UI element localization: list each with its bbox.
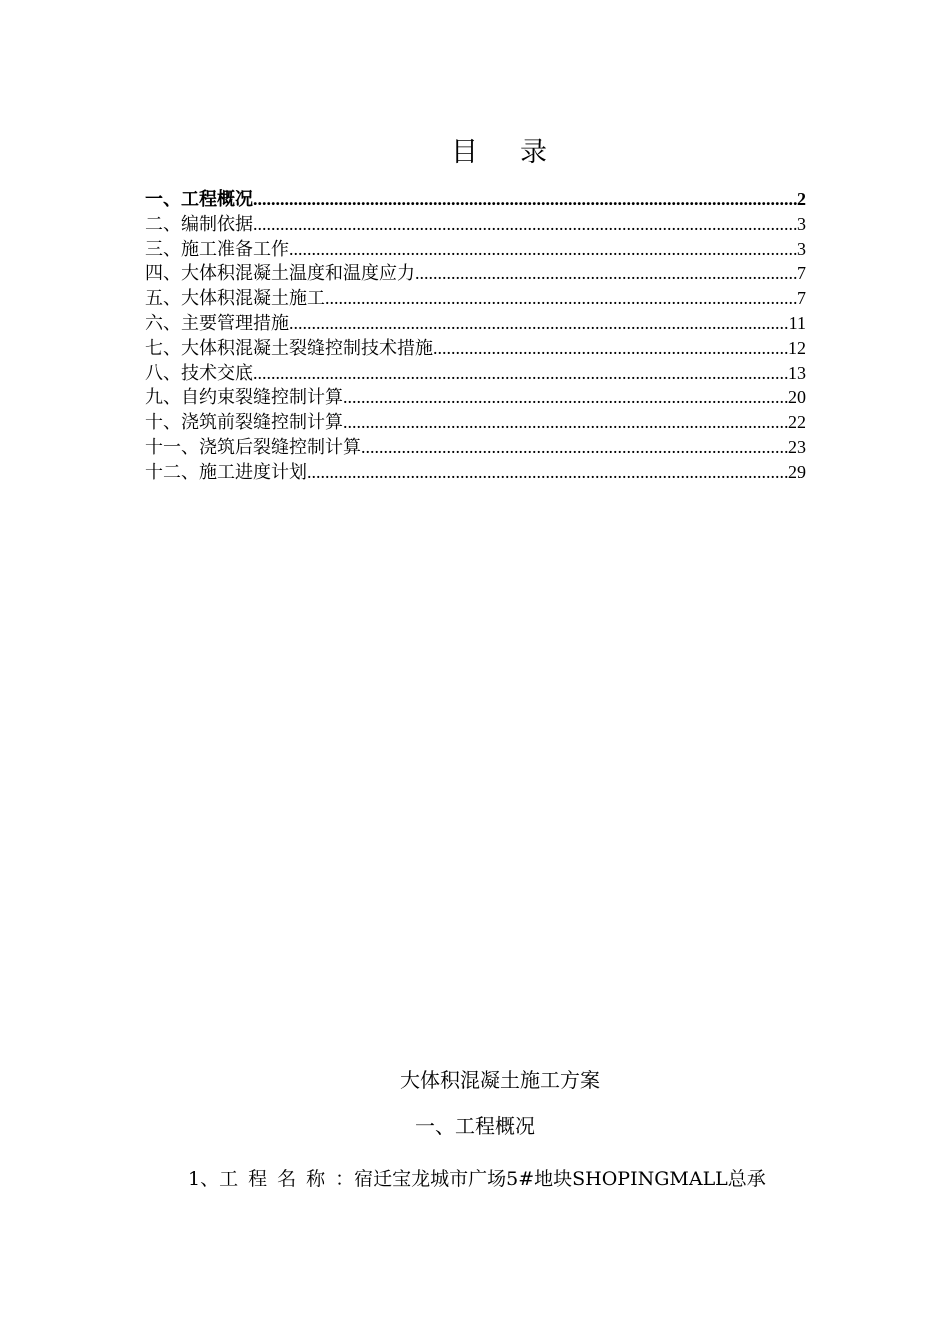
- toc-entry-label: 一、工程概况: [145, 189, 253, 210]
- toc-entry[interactable]: [145, 361, 806, 386]
- toc-leader-dots: [307, 460, 788, 485]
- toc-entry-page: 29: [788, 461, 806, 482]
- toc-leader-dots: [343, 385, 788, 410]
- toc-leader-dots: [325, 286, 797, 311]
- project-name-colon: ：: [335, 1168, 355, 1190]
- toc-title-left: 目: [451, 137, 480, 168]
- project-name-label: 工程名称: [219, 1168, 336, 1190]
- section-heading: 一、工程概况: [415, 1114, 535, 1138]
- project-name-line: [188, 1164, 766, 1191]
- document-title: 大体积混凝土施工方案: [400, 1068, 600, 1092]
- toc-leader-dots: [253, 361, 788, 386]
- toc-leader-dots: [289, 237, 797, 262]
- toc-entry-page: 7: [797, 263, 806, 284]
- toc-leader-dots: [253, 212, 797, 237]
- toc-entry[interactable]: [145, 336, 806, 361]
- toc-entry-page: 7: [797, 288, 806, 309]
- toc-entry-label: 九、自约束裂缝控制计算: [145, 387, 343, 409]
- toc-entry-label: 十、浇筑前裂缝控制计算: [145, 412, 343, 434]
- toc-leader-dots: [253, 187, 797, 212]
- toc-entry-page: 12: [788, 337, 806, 358]
- toc-entry[interactable]: [145, 385, 806, 410]
- toc-entry[interactable]: [145, 435, 806, 460]
- toc-title-right: 录: [520, 137, 549, 168]
- toc-entry-label: 十一、浇筑后裂缝控制计算: [145, 436, 361, 458]
- toc-entry-label: 四、大体积混凝土温度和温度应力: [145, 263, 415, 285]
- toc-entry[interactable]: [145, 187, 806, 212]
- toc-entry-label: 六、主要管理措施: [145, 312, 289, 334]
- toc-entry[interactable]: [145, 237, 806, 262]
- toc-entry-page: 20: [788, 387, 806, 408]
- toc-entry-page: 11: [788, 312, 806, 333]
- toc-entry-label: 十二、施工进度计划: [145, 461, 307, 483]
- toc-entry-page: 3: [797, 238, 806, 259]
- toc-leader-dots: [415, 261, 797, 286]
- toc-entry[interactable]: [145, 311, 806, 336]
- toc-leader-dots: [433, 336, 788, 361]
- toc-entry[interactable]: [145, 286, 806, 311]
- toc-leader-dots: [361, 435, 788, 460]
- project-name-value: 宿迁宝龙城市广场5#地块SHOPINGMALL总承: [354, 1168, 766, 1190]
- toc-leader-dots: [343, 410, 788, 435]
- toc-entry-page: 3: [797, 213, 806, 234]
- toc-entry-label: 二、编制依据: [145, 213, 253, 235]
- toc-entry[interactable]: [145, 460, 806, 485]
- table-of-contents: [145, 187, 806, 485]
- toc-entry-label: 三、施工准备工作: [145, 238, 289, 260]
- toc-entry-page: 13: [788, 362, 806, 383]
- toc-entry-page: 2: [797, 189, 806, 209]
- toc-entry-page: 23: [788, 436, 806, 457]
- toc-entry-label: 五、大体积混凝土施工: [145, 288, 325, 310]
- toc-entry[interactable]: [145, 212, 806, 237]
- toc-entry[interactable]: [145, 261, 806, 286]
- toc-leader-dots: [289, 311, 789, 336]
- toc-entry-label: 八、技术交底: [145, 362, 253, 384]
- toc-entry[interactable]: [145, 410, 806, 435]
- project-item-number: 1、: [188, 1168, 220, 1190]
- toc-entry-label: 七、大体积混凝土裂缝控制技术措施: [145, 337, 433, 359]
- toc-entry-page: 22: [788, 412, 806, 433]
- toc-title: [0, 130, 950, 169]
